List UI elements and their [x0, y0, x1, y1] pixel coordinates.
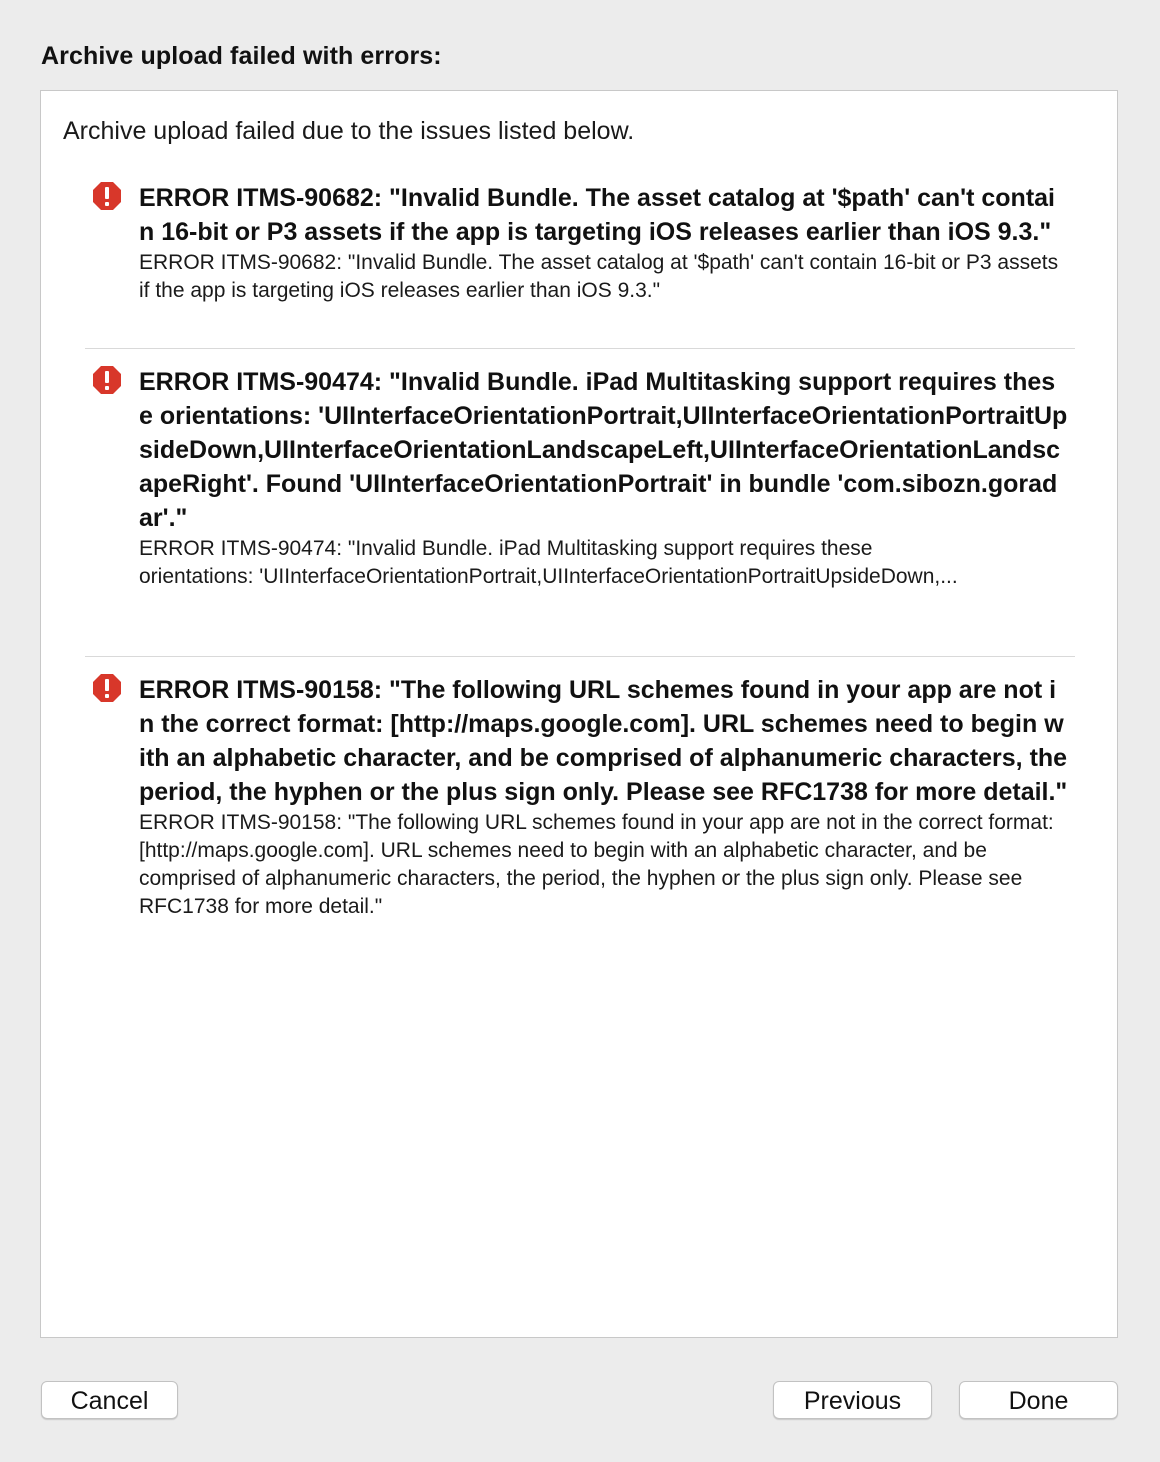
issue-detail: ERROR ITMS-90682: "Invalid Bundle. The asset catalog at '$path' can't contain 16-bit or P3 assets if the app is targeting iOS releases earlier than iOS 9.3." [139, 251, 1059, 302]
issue-body [139, 365, 1069, 591]
issue-detail-line: orientations: 'UIInterfaceOrientationPortrait,UIInterfaceOrientationPortraitUpsideDown,... [139, 565, 958, 588]
issue-body [139, 673, 1069, 921]
issue-divider [85, 656, 1075, 657]
issues-panel[interactable] [40, 90, 1118, 1338]
previous-button[interactable]: Previous [773, 1381, 932, 1419]
done-button[interactable]: Done [959, 1381, 1118, 1419]
issue-headline: ERROR ITMS-90158: "The following URL schemes found in your app are not in the correct format: [http://maps.google.com]. URL schemes need to begin with an alphabetic character, and be comprised of alphanumeric characters, the period, the hyphen or the plus sign only. Please see RFC1738 for more detail." [139, 676, 1068, 806]
dialog-title: Archive upload failed with errors: [41, 42, 442, 70]
issue-detail-line: ERROR ITMS-90474: "Invalid Bundle. iPad Multitasking support requires these [139, 537, 873, 560]
issue-divider [85, 348, 1075, 349]
issue-headline: ERROR ITMS-90474: "Invalid Bundle. iPad Multitasking support requires these orientations: 'UIInterfaceOrientationPortrait,UIInterfaceOrientationPortraitUpsideDown,UIInterfaceOrientationLandscapeLeft,UIInterfaceOrientationLandscapeRight'. Found 'UIInterfaceOrientationPortrait' in bundle 'com.sibozn.goradar'." [139, 368, 1068, 532]
error-icon [92, 365, 122, 395]
issue-detail: ERROR ITMS-90158: "The following URL schemes found in your app are not in the correct format: [http://maps.google.com]. URL schemes need to begin with an alphabetic character, and be comprised of alphanumeric characters, the period, the hyphen or the plus sign only. Please see RFC1738 for more detail." [139, 811, 1054, 918]
intro-text: Archive upload failed due to the issues listed below. [63, 117, 635, 145]
issue-headline: ERROR ITMS-90682: "Invalid Bundle. The asset catalog at '$path' can't contain 16-bit or P3 assets if the app is targeting iOS releases earlier than iOS 9.3." [139, 184, 1056, 246]
issue-body [139, 181, 1069, 305]
error-icon [92, 673, 122, 703]
cancel-button[interactable]: Cancel [41, 1381, 178, 1419]
error-icon [92, 181, 122, 211]
